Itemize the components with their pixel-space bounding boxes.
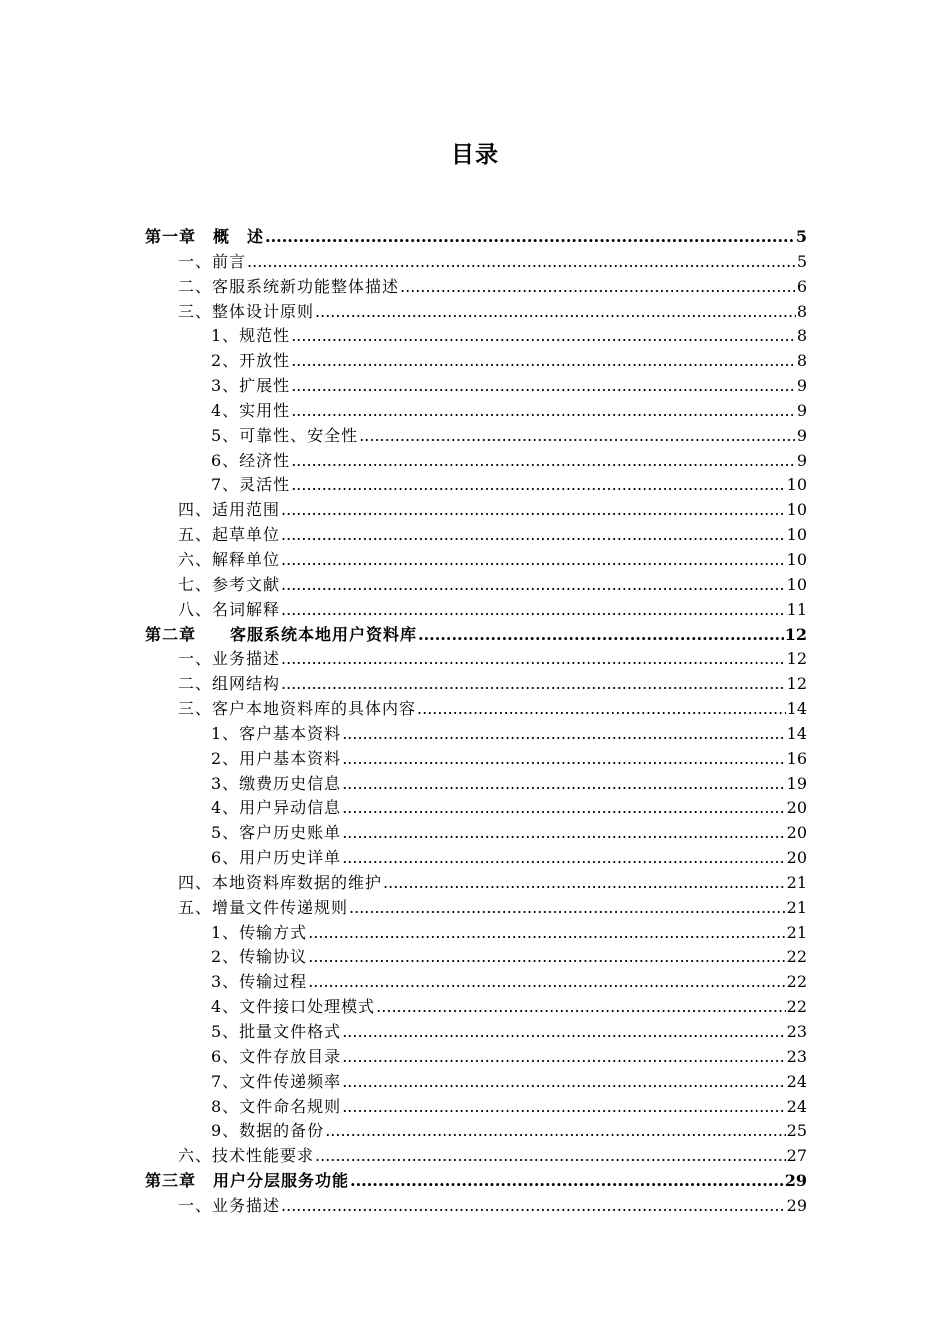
toc-page-number: 5	[796, 251, 807, 271]
toc-entry-label: 二、组网结构	[178, 674, 281, 694]
toc-page-number: 19	[786, 773, 807, 793]
toc-page-number: 12	[784, 624, 807, 644]
toc-section-entry[interactable]	[145, 548, 807, 573]
toc-entry-label: 6、文件存放目录	[211, 1046, 342, 1066]
toc-page-number: 29	[786, 1195, 807, 1215]
toc-page-number: 9	[796, 450, 807, 470]
toc-chapter-entry[interactable]	[145, 225, 807, 250]
toc-dot-leader	[308, 921, 785, 946]
toc-section-entry[interactable]	[145, 647, 807, 672]
toc-entry-label: 六、解释单位	[178, 549, 281, 569]
toc-page-number: 20	[786, 798, 807, 818]
toc-subsection-entry[interactable]	[145, 1119, 807, 1144]
toc-entry-label: 第二章 客服系统本地用户资料库	[145, 624, 418, 644]
toc-entry-label: 一、前言	[178, 251, 247, 271]
toc-dot-leader	[281, 1194, 786, 1219]
toc-section-entry[interactable]	[145, 523, 807, 548]
toc-page-number: 11	[786, 599, 807, 619]
toc-subsection-entry[interactable]	[145, 970, 807, 995]
toc-page-number: 25	[786, 1121, 807, 1141]
toc-dot-leader	[350, 1169, 784, 1194]
page-title: 目录	[451, 141, 499, 168]
toc-dot-leader	[281, 548, 786, 573]
toc-entry-label: 4、文件接口处理模式	[211, 997, 376, 1017]
toc-dot-leader	[342, 846, 785, 871]
toc-entry-label: 4、用户异动信息	[211, 798, 342, 818]
toc-page-number: 21	[786, 897, 807, 917]
table-of-contents	[145, 225, 807, 1219]
toc-dot-leader	[342, 747, 785, 772]
toc-page-number: 20	[786, 823, 807, 843]
toc-entry-label: 七、参考文献	[178, 574, 281, 594]
toc-subsection-entry[interactable]	[145, 796, 807, 821]
toc-section-entry[interactable]	[145, 672, 807, 697]
toc-entry-label: 四、本地资料库数据的维护	[178, 872, 383, 892]
toc-dot-leader	[281, 573, 786, 598]
toc-page-number: 23	[786, 1046, 807, 1066]
toc-section-entry[interactable]	[145, 871, 807, 896]
toc-entry-label: 一、业务描述	[178, 1195, 281, 1215]
toc-page-number: 21	[786, 872, 807, 892]
toc-entry-label: 3、缴费历史信息	[211, 773, 342, 793]
toc-dot-leader	[281, 498, 786, 523]
toc-page-number: 10	[786, 574, 807, 594]
toc-page-number: 9	[796, 425, 807, 445]
toc-entry-label: 三、客户本地资料库的具体内容	[178, 699, 417, 719]
toc-subsection-entry[interactable]	[145, 1045, 807, 1070]
toc-page-number: 9	[796, 376, 807, 396]
toc-entry-label: 5、客户历史账单	[211, 823, 342, 843]
toc-page-number: 8	[796, 351, 807, 371]
toc-subsection-entry[interactable]	[145, 449, 807, 474]
toc-dot-leader	[247, 250, 796, 275]
toc-entry-label: 四、适用范围	[178, 500, 281, 520]
toc-section-entry[interactable]	[145, 275, 807, 300]
toc-subsection-entry[interactable]	[145, 846, 807, 871]
toc-page-number: 20	[786, 848, 807, 868]
toc-dot-leader	[291, 374, 796, 399]
toc-subsection-entry[interactable]	[145, 995, 807, 1020]
toc-dot-leader	[291, 324, 796, 349]
toc-entry-label: 7、灵活性	[211, 475, 291, 495]
toc-page-number: 16	[786, 748, 807, 768]
toc-section-entry[interactable]	[145, 1194, 807, 1219]
toc-entry-label: 4、实用性	[211, 400, 291, 420]
toc-dot-leader	[291, 399, 796, 424]
toc-dot-leader	[342, 1095, 785, 1120]
toc-entry-label: 1、规范性	[211, 326, 291, 346]
toc-subsection-entry[interactable]	[145, 747, 807, 772]
toc-dot-leader	[281, 672, 786, 697]
toc-subsection-entry[interactable]	[145, 374, 807, 399]
toc-chapter-entry[interactable]	[145, 1169, 807, 1194]
toc-entry-label: 2、用户基本资料	[211, 748, 342, 768]
toc-entry-label: 五、起草单位	[178, 525, 281, 545]
toc-dot-leader	[291, 349, 796, 374]
toc-entry-label: 第三章 用户分层服务功能	[145, 1171, 350, 1191]
toc-subsection-entry[interactable]	[145, 921, 807, 946]
toc-subsection-entry[interactable]	[145, 399, 807, 424]
toc-entry-label: 1、客户基本资料	[211, 723, 342, 743]
toc-section-entry[interactable]	[145, 250, 807, 275]
toc-dot-leader	[342, 722, 785, 747]
toc-subsection-entry[interactable]	[145, 722, 807, 747]
toc-section-entry[interactable]	[145, 300, 807, 325]
toc-entry-label: 6、用户历史详单	[211, 848, 342, 868]
toc-page-number: 22	[786, 997, 807, 1017]
toc-page-number: 14	[786, 699, 807, 719]
toc-page-number: 24	[786, 1071, 807, 1091]
toc-dot-leader	[359, 424, 796, 449]
toc-entry-label: 1、传输方式	[211, 922, 308, 942]
toc-entry-label: 六、技术性能要求	[178, 1146, 315, 1166]
toc-entry-label: 2、传输协议	[211, 947, 308, 967]
toc-page-number: 22	[786, 947, 807, 967]
toc-dot-leader	[308, 945, 785, 970]
toc-page-number: 23	[786, 1022, 807, 1041]
toc-section-entry[interactable]	[145, 498, 807, 523]
toc-subsection-entry[interactable]	[145, 821, 807, 846]
toc-dot-leader	[291, 449, 796, 474]
toc-dot-leader	[342, 1045, 785, 1070]
toc-entry-label: 3、传输过程	[211, 972, 308, 992]
toc-dot-leader	[342, 1020, 785, 1045]
toc-dot-leader	[281, 598, 786, 623]
toc-dot-leader	[308, 970, 785, 995]
toc-page-number: 9	[796, 400, 807, 420]
toc-entry-label: 一、业务描述	[178, 649, 281, 669]
toc-subsection-entry[interactable]	[145, 324, 807, 349]
toc-dot-leader	[281, 647, 786, 672]
toc-page-number: 6	[796, 276, 807, 296]
toc-page-number: 8	[796, 301, 807, 321]
toc-page-number: 8	[796, 326, 807, 346]
toc-page-number: 21	[786, 922, 807, 942]
toc-page-number: 10	[786, 525, 807, 545]
toc-page-number: 14	[786, 723, 807, 743]
toc-dot-leader	[325, 1119, 785, 1144]
toc-dot-leader	[349, 896, 786, 921]
toc-page-number: 29	[784, 1171, 807, 1191]
toc-entry-label: 八、名词解释	[178, 599, 281, 619]
toc-page-number: 10	[786, 475, 807, 495]
toc-dot-leader	[265, 225, 795, 250]
toc-section-entry[interactable]	[145, 697, 807, 722]
toc-entry-label: 8、文件命名规则	[211, 1096, 342, 1116]
toc-subsection-entry[interactable]	[145, 1020, 807, 1045]
toc-dot-leader	[376, 995, 785, 1020]
toc-subsection-entry[interactable]	[145, 945, 807, 970]
toc-entry-label: 5、可靠性、安全性	[211, 425, 359, 445]
toc-entry-label: 3、扩展性	[211, 376, 291, 396]
toc-entry-label: 三、整体设计原则	[178, 301, 315, 321]
toc-page-number: 27	[786, 1146, 807, 1166]
toc-entry-label: 2、开放性	[211, 351, 291, 371]
toc-entry-label: 6、经济性	[211, 450, 291, 470]
toc-page-number: 12	[786, 649, 807, 669]
toc-section-entry[interactable]	[145, 598, 807, 623]
toc-section-entry[interactable]	[145, 896, 807, 921]
toc-entry-label: 五、增量文件传递规则	[178, 897, 349, 917]
toc-subsection-entry[interactable]	[145, 772, 807, 797]
toc-chapter-entry[interactable]	[145, 623, 807, 648]
toc-entry-label: 7、文件传递频率	[211, 1071, 342, 1091]
toc-entry-label: 二、客服系统新功能整体描述	[178, 276, 400, 296]
toc-subsection-entry[interactable]	[145, 1070, 807, 1095]
toc-dot-leader	[342, 772, 785, 797]
toc-page-number: 10	[786, 549, 807, 569]
toc-dot-leader	[291, 473, 785, 498]
toc-dot-leader	[383, 871, 786, 896]
toc-dot-leader	[400, 275, 796, 300]
toc-dot-leader	[281, 523, 786, 548]
toc-page-number: 24	[786, 1096, 807, 1116]
toc-page-number: 22	[786, 972, 807, 992]
toc-page-number: 12	[786, 674, 807, 694]
toc-page-number: 5	[795, 227, 807, 246]
toc-entry-label: 5、批量文件格式	[211, 1022, 342, 1041]
toc-section-entry[interactable]	[145, 1144, 807, 1169]
toc-dot-leader	[417, 697, 786, 722]
toc-entry-label: 9、数据的备份	[211, 1121, 325, 1141]
toc-subsection-entry[interactable]	[145, 1095, 807, 1120]
toc-subsection-entry[interactable]	[145, 349, 807, 374]
toc-dot-leader	[418, 623, 784, 648]
toc-dot-leader	[315, 300, 796, 325]
toc-dot-leader	[315, 1144, 786, 1169]
toc-page-number: 10	[786, 500, 807, 520]
toc-dot-leader	[342, 1070, 785, 1095]
toc-dot-leader	[342, 821, 785, 846]
toc-section-entry[interactable]	[145, 573, 807, 598]
toc-entry-label: 第一章 概 述	[145, 227, 265, 246]
toc-dot-leader	[342, 796, 785, 821]
toc-subsection-entry[interactable]	[145, 424, 807, 449]
toc-subsection-entry[interactable]	[145, 473, 807, 498]
